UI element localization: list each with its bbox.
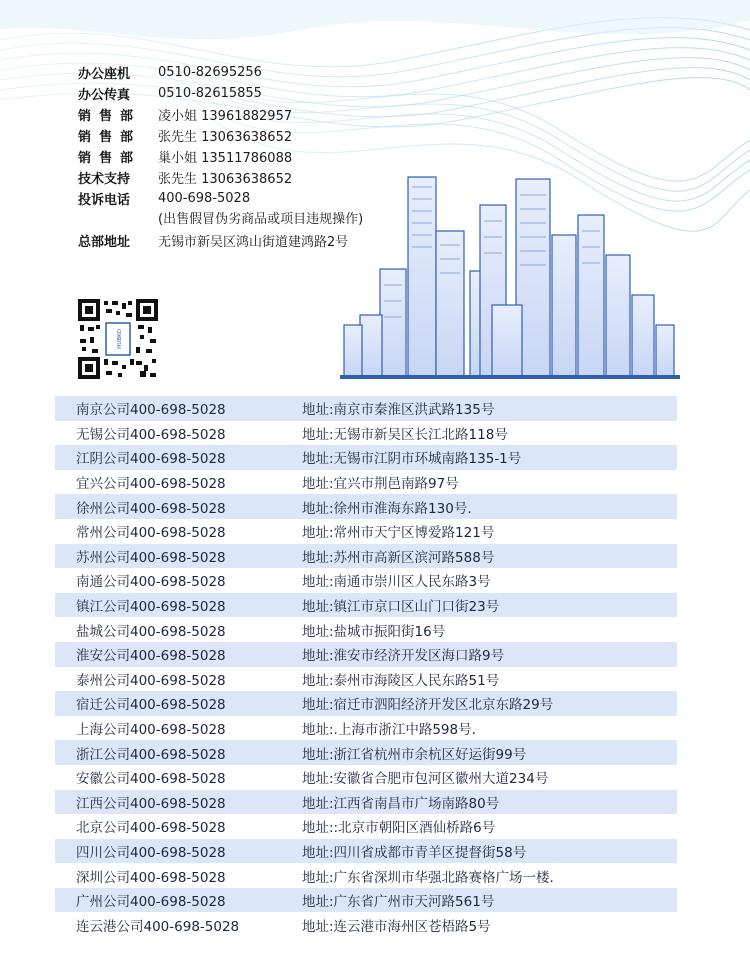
contact-label: 销售部 [78, 130, 142, 145]
contact-row [78, 188, 363, 209]
branch-row [55, 790, 677, 815]
branch-row [55, 667, 677, 692]
branch-address: 地址:盐城市振阳街16号 [302, 623, 446, 640]
contact-row [78, 83, 363, 104]
branch-row [55, 396, 677, 421]
contact-row [78, 104, 363, 125]
branch-address: 地址:无锡市新吴区长江北路118号 [302, 426, 508, 443]
branch-name-phone: 无锡公司400-698-5028 [76, 426, 226, 443]
branch-row [55, 617, 677, 642]
branch-name-phone: 南京公司400-698-5028 [76, 402, 226, 419]
branch-name-phone: 上海公司400-698-5028 [76, 722, 226, 739]
branch-address: 地址:淮安市经济开发区海口路9号 [302, 648, 505, 665]
branch-name-phone: 常州公司400-698-5028 [76, 525, 226, 542]
branch-address: 地址:广东省深圳市华强北路赛格广场一楼. [302, 869, 554, 886]
branch-list [55, 396, 677, 937]
contact-row [78, 146, 363, 167]
branch-name-phone: 盐城公司400-698-5028 [76, 623, 226, 640]
branch-name-phone: 浙江公司400-698-5028 [76, 746, 226, 763]
branch-row [55, 519, 677, 544]
contact-value: 0510-82615855 [158, 86, 262, 101]
contact-label: 销售部 [78, 151, 142, 166]
branch-name-phone: 宿迁公司400-698-5028 [76, 697, 226, 714]
branch-row [55, 740, 677, 765]
contact-value: 0510-82695256 [158, 65, 262, 80]
branch-name-phone: 四川公司400-698-5028 [76, 844, 226, 861]
contact-row [78, 167, 363, 188]
branch-row [55, 593, 677, 618]
branch-name-phone: 泰州公司400-698-5028 [76, 672, 226, 689]
contact-value: 巢小姐 13511786088 [158, 151, 293, 166]
branch-address: 地址:镇江市京口区山门口街23号 [302, 599, 500, 616]
branch-name-phone: 江阴公司400-698-5028 [76, 451, 226, 468]
contact-value: 张先生 13063638652 [158, 172, 293, 187]
branch-row [55, 642, 677, 667]
branch-address: 地址:安徽省合肥市包河区徽州大道234号 [302, 771, 549, 788]
hq-address: 无锡市新吴区鸿山街道建鸿路2号 [158, 235, 349, 250]
branch-address: 地址:浙江省杭州市余杭区好运街99号 [302, 746, 527, 763]
branch-row [55, 421, 677, 446]
branch-row [55, 445, 677, 470]
complaint-note: (出售假冒伪劣商品或项目违规操作) [158, 212, 364, 227]
branch-name-phone: 淮安公司400-698-5028 [76, 648, 226, 665]
contact-block [78, 62, 363, 251]
branch-row [55, 691, 677, 716]
branch-address: 地址:常州市天宁区博爱路121号 [302, 525, 495, 542]
contact-label: 办公传真 [78, 88, 131, 103]
branch-name-phone: 江西公司400-698-5028 [76, 795, 226, 812]
branch-address: 地址:徐州市淮海东路130号. [302, 500, 472, 517]
complaint-phone: 400-698-5028 [158, 191, 251, 206]
branch-address: 地址:四川省成都市青羊区提督街58号 [302, 844, 527, 861]
branch-address: 地址::北京市朝阳区酒仙桥路6号 [302, 820, 496, 837]
branch-name-phone: 宜兴公司400-698-5028 [76, 476, 226, 493]
branch-address: 地址:.上海市浙江中路598号. [302, 722, 476, 739]
branch-row [55, 765, 677, 790]
branch-name-phone: 连云港公司400-698-5028 [76, 918, 240, 935]
contact-row [78, 62, 363, 83]
contact-row [78, 125, 363, 146]
contact-value: 张先生 13063638652 [158, 130, 293, 145]
branch-address: 地址:连云港市海州区苍梧路5号 [302, 918, 491, 935]
branch-address: 地址:无锡市江阴市环城南路135-1号 [302, 451, 522, 468]
branch-address: 地址:广东省广州市天河路561号 [302, 894, 495, 911]
branch-row [55, 814, 677, 839]
branch-name-phone: 南通公司400-698-5028 [76, 574, 226, 591]
branch-row [55, 568, 677, 593]
branch-name-phone: 徐州公司400-698-5028 [76, 500, 226, 517]
contact-value: 凌小姐 13961882957 [158, 109, 293, 124]
branch-name-phone: 深圳公司400-698-5028 [76, 869, 226, 886]
contact-label: 技术支持 [78, 172, 131, 187]
branch-row [55, 863, 677, 888]
contact-label: 销售部 [78, 109, 142, 124]
branch-name-phone: 安徽公司400-698-5028 [76, 771, 226, 788]
branch-name-phone: 北京公司400-698-5028 [76, 820, 226, 837]
branch-row [55, 716, 677, 741]
contact-row [78, 230, 363, 251]
branch-address: 地址:南通市崇川区人民东路3号 [302, 574, 491, 591]
city-skyline-illustration [340, 175, 680, 380]
branch-address: 地址:苏州市高新区滨河路588号 [302, 549, 495, 566]
branch-name-phone: 镇江公司400-698-5028 [76, 599, 226, 616]
branch-address: 地址:宜兴市荆邑南路97号 [302, 476, 459, 493]
contact-label: 投诉电话 [78, 193, 131, 208]
branch-row [55, 470, 677, 495]
branch-row [55, 494, 677, 519]
branch-row [55, 544, 677, 569]
branch-address: 地址:南京市秦淮区洪武路135号 [302, 402, 495, 419]
qr-code [78, 299, 158, 379]
branch-name-phone: 广州公司400-698-5028 [76, 894, 226, 911]
hq-label: 总部地址 [78, 235, 131, 250]
contact-label: 办公座机 [78, 67, 131, 82]
branch-row [55, 888, 677, 913]
qr-logo-text: HUBKO [117, 329, 123, 349]
branch-address: 地址:江西省南昌市广场南路80号 [302, 795, 500, 812]
branch-row [55, 839, 677, 864]
branch-address: 地址:宿迁市泗阳经济开发区北京东路29号 [302, 697, 554, 714]
branch-address: 地址:泰州市海陵区人民东路51号 [302, 672, 500, 689]
branch-name-phone: 苏州公司400-698-5028 [76, 549, 226, 566]
branch-row [55, 912, 677, 937]
